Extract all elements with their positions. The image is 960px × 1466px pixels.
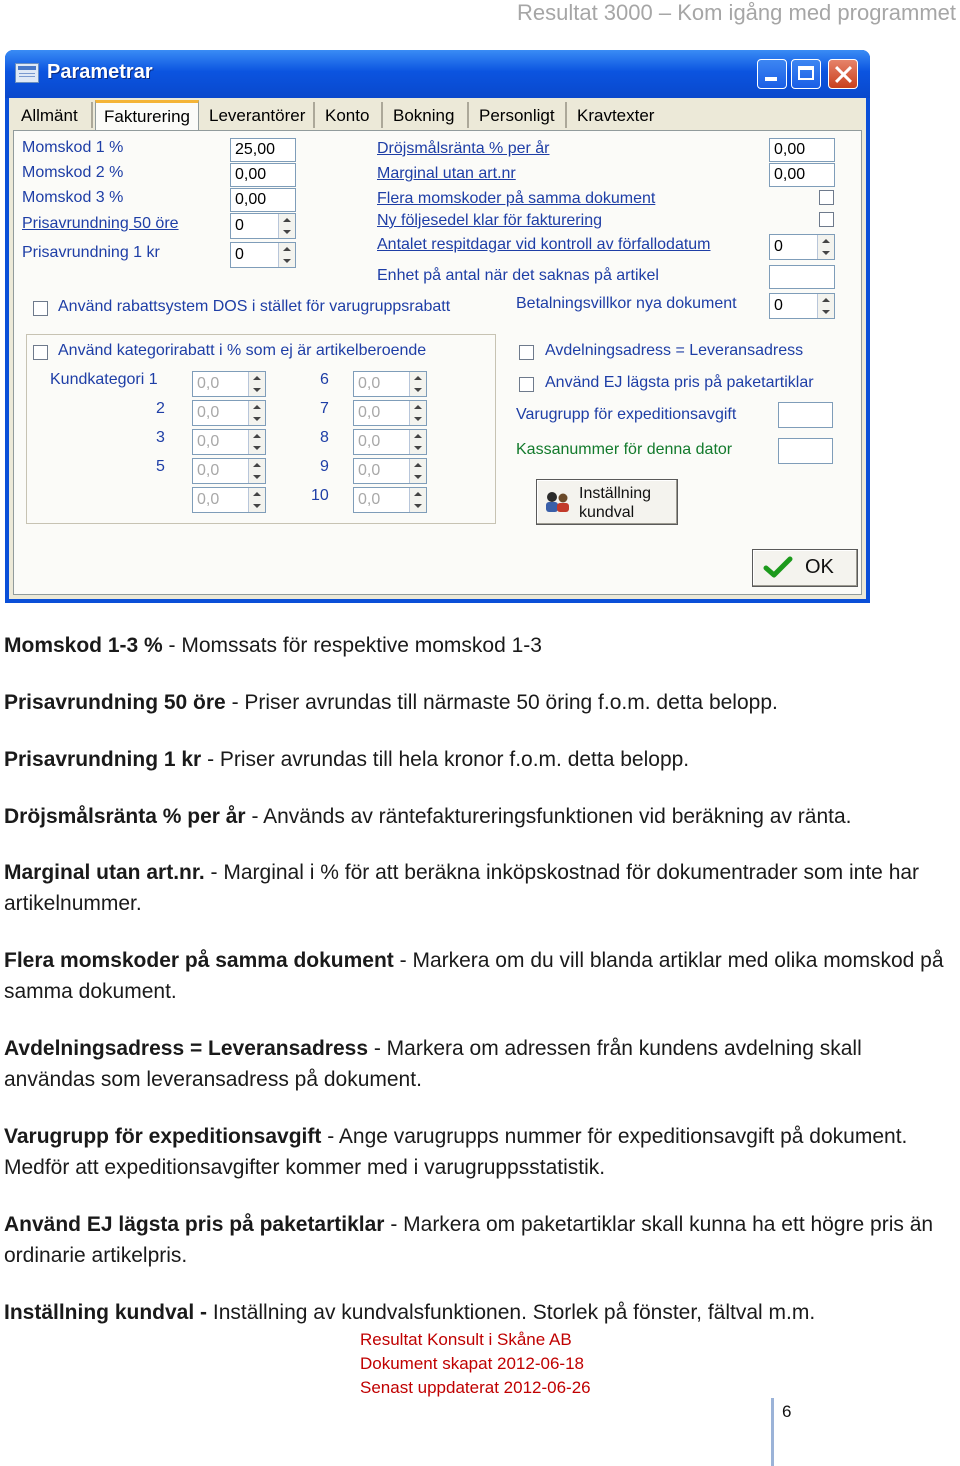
description: - Priser avrundas till hela kronor f.o.m. detta belopp. (201, 748, 690, 771)
footer-created: Dokument skapat 2012-06-18 (360, 1354, 584, 1373)
marginal-label: Marginal utan art.nr (377, 165, 516, 182)
kategori-number: 5 (156, 458, 165, 475)
kategori-number: 9 (320, 458, 329, 475)
lagsta-pris-checkbox[interactable] (519, 377, 534, 392)
respitdagar-value: 0 (774, 238, 783, 255)
description: - Momssats för respektive momskod 1-3 (162, 634, 542, 657)
tab-leverantorer[interactable]: Leverantörer (201, 102, 315, 128)
term: Inställning kundval - (4, 1301, 208, 1324)
momskod2-label: Momskod 2 % (22, 164, 124, 181)
rabatt-dos-label: Använd rabattsystem DOS i stället för varugruppsrabatt (58, 298, 451, 315)
kategori-1-spinner[interactable] (192, 371, 266, 397)
kategori-value: 0,0 (197, 404, 220, 421)
prisavrundning1-label: Prisavrundning 1 kr (22, 244, 160, 261)
kategori-value: 0,0 (358, 491, 381, 508)
kategori-number: 8 (320, 429, 329, 446)
spin-arrows-icon[interactable] (248, 488, 265, 512)
spin-arrows-icon[interactable] (409, 401, 426, 425)
momskod2-field[interactable]: 0,00 (230, 163, 296, 187)
kategori-value: 0,0 (197, 375, 220, 392)
term: Varugrupp för expeditionsavgift (4, 1125, 322, 1148)
marginal-field[interactable]: 0,00 (769, 163, 835, 187)
avdelningsadress-label: Avdelningsadress = Leveransadress (545, 342, 804, 359)
tab-fakturering[interactable]: Fakturering (95, 100, 199, 130)
description: - Markera om adressen från kundens avdelning skall användas som leveransadress på dokument. (4, 1037, 862, 1091)
term: Avdelningsadress = Leveransadress (4, 1037, 368, 1060)
lagsta-pris-label: Använd EJ lägsta pris på paketartiklar (545, 374, 814, 391)
flera-momskoder-label: Flera momskoder på samma dokument (377, 190, 656, 207)
kategori-value: 0,0 (197, 433, 220, 450)
description: Inställning av kundvalsfunktionen. Storlek på fönster, fältval m.m. (207, 1301, 816, 1324)
prisavrundning1-spinner[interactable] (230, 242, 296, 268)
description: - Markera om du vill blanda artiklar med olika momskod på samma dokument. (4, 949, 944, 1003)
betalningsvillkor-spinner[interactable] (769, 293, 835, 319)
enhet-label: Enhet på antal när det saknas på artikel (377, 267, 659, 284)
drojsmalsranta-label: Dröjsmålsränta % per år (377, 140, 550, 157)
paragraph-flera-momskoder (4, 945, 954, 1007)
installning-kundval-label: Inställning kundval (579, 485, 652, 521)
enhet-field[interactable] (769, 265, 835, 289)
paragraph-avdelningsadress (4, 1033, 954, 1095)
term: Marginal utan art.nr. (4, 861, 205, 884)
kassanummer-label: Kassanummer för denna dator (516, 441, 733, 458)
page-number-rule (771, 1398, 774, 1466)
fakturering-panel (13, 130, 862, 595)
prisavrundning50-spinner[interactable] (230, 213, 296, 239)
dialog-client (9, 98, 866, 599)
spin-arrows-icon[interactable] (248, 459, 265, 483)
spin-arrows-icon[interactable] (409, 372, 426, 396)
kategori-value: 0,0 (358, 433, 381, 450)
checkmark-icon (763, 556, 793, 578)
foljesedel-label: Ny följesedel klar för fakturering (377, 212, 602, 229)
term: Dröjsmålsränta % per år (4, 805, 246, 828)
paragraph-marginal (4, 857, 954, 919)
footer-updated: Senast uppdaterat 2012-06-26 (360, 1378, 591, 1397)
kategori-value: 0,0 (197, 491, 220, 508)
avdelningsadress-checkbox[interactable] (519, 345, 534, 360)
betalningsvillkor-value: 0 (774, 297, 783, 314)
term: Prisavrundning 1 kr (4, 748, 202, 771)
prisavrundning50-value: 0 (235, 217, 244, 234)
kategori-number: 3 (156, 429, 165, 446)
spin-arrows-icon[interactable] (409, 488, 426, 512)
momskod1-label: Momskod 1 % (22, 139, 124, 156)
kategorirabatt-label: Använd kategorirabatt i % som ej är artikelberoende (58, 342, 427, 359)
kategori-value: 0,0 (197, 462, 220, 479)
spin-arrows-icon[interactable] (409, 459, 426, 483)
kategori-number: 6 (320, 371, 329, 388)
paragraph-prisavrundning1 (4, 744, 954, 775)
betalningsvillkor-label: Betalningsvillkor nya dokument (516, 295, 737, 312)
kategori-value: 0,0 (358, 462, 381, 479)
footer-company: Resultat Konsult i Skåne AB (360, 1330, 572, 1349)
tab-personligt[interactable]: Personligt (471, 102, 567, 128)
kategori-value: 0,0 (358, 375, 381, 392)
tab-bokning[interactable]: Bokning (385, 102, 469, 128)
description: - Används av räntefaktureringsfunktionen vid beräkning av ränta. (245, 805, 852, 828)
term: Momskod 1-3 % (4, 634, 163, 657)
maximize-button[interactable] (791, 59, 821, 89)
description: - Ange varugrupps nummer för expeditionsavgift på dokument. Medför att expeditionsavgifter kommer med i varugruppsstatistik. (4, 1125, 908, 1179)
momskod1-field[interactable]: 25,00 (230, 138, 296, 162)
tab-kravtexter[interactable]: Kravtexter (577, 106, 655, 125)
foljesedel-checkbox[interactable] (819, 212, 834, 227)
respitdagar-spinner[interactable] (769, 234, 835, 260)
kategori-5-spinner[interactable] (192, 458, 266, 484)
term: Använd EJ lägsta pris på paketartiklar (4, 1213, 385, 1236)
window-title: Parametrar (47, 61, 153, 83)
description: - Priser avrundas till närmaste 50 öring f.o.m. detta belopp. (225, 691, 778, 714)
paragraph-kundval (4, 1297, 954, 1328)
kategori-value: 0,0 (358, 404, 381, 421)
prisavrundning50-label: Prisavrundning 50 öre (22, 215, 179, 232)
people-icon (543, 490, 571, 514)
drojsmalsranta-field[interactable]: 0,00 (769, 138, 835, 162)
momskod3-label: Momskod 3 % (22, 189, 124, 206)
term: Prisavrundning 50 öre (4, 691, 226, 714)
term: Flera momskoder på samma dokument (4, 949, 394, 972)
kategori-6-spinner[interactable] (353, 371, 427, 397)
ok-label: OK (805, 556, 834, 578)
kategori-8-spinner[interactable] (353, 429, 427, 455)
kategori-10-spinner[interactable] (353, 487, 427, 513)
tab-konto[interactable]: Konto (317, 102, 383, 128)
varugrupp-label: Varugrupp för expeditionsavgift (516, 406, 737, 423)
spin-arrows-icon[interactable] (817, 294, 834, 318)
spin-arrows-icon[interactable] (248, 430, 265, 454)
kategori-number: 2 (156, 400, 165, 417)
respitdagar-label: Antalet respitdagar vid kontroll av förfallodatum (377, 236, 711, 253)
title-bar[interactable] (5, 50, 870, 98)
rabatt-dos-checkbox[interactable] (33, 301, 48, 316)
kategori-2-spinner[interactable] (192, 400, 266, 426)
spin-arrows-icon[interactable] (817, 235, 834, 259)
installning-kundval-button[interactable] (536, 479, 678, 525)
description: - Marginal i % för att beräkna inköpskostnad för dokumentrader som inte har artikelnummer. (4, 861, 920, 915)
kassanummer-field[interactable] (778, 438, 833, 464)
kategori-extra-spinner[interactable] (192, 487, 266, 513)
kategori-number: 7 (320, 400, 329, 417)
ok-button[interactable] (752, 549, 858, 587)
close-button[interactable] (828, 59, 858, 89)
tab-allmant[interactable]: Allmänt (13, 102, 93, 128)
spin-arrows-icon[interactable] (248, 401, 265, 425)
paragraph-momskod (4, 630, 954, 661)
page-header: Resultat 3000 – Kom igång med programmet (516, 0, 956, 25)
paragraph-varugrupp (4, 1121, 954, 1183)
kategorirabatt-checkbox[interactable] (33, 345, 48, 360)
kategori-9-spinner[interactable] (353, 458, 427, 484)
spin-arrows-icon[interactable] (278, 214, 295, 238)
kategori-7-spinner[interactable] (353, 400, 427, 426)
kategori-3-spinner[interactable] (192, 429, 266, 455)
flera-momskoder-checkbox[interactable] (819, 190, 834, 205)
momskod3-field[interactable]: 0,00 (230, 188, 296, 212)
description: - Markera om paketartiklar skall kunna ha ett högre pris än ordinarie artikelpris. (4, 1213, 934, 1267)
paragraph-lagsta-pris (4, 1209, 954, 1271)
parametrar-dialog (5, 50, 870, 603)
spin-arrows-icon[interactable] (248, 372, 265, 396)
paragraph-drojsmalsranta (4, 801, 954, 832)
page-number: 6 (782, 1402, 792, 1421)
prisavrundning1-value: 0 (235, 246, 244, 263)
kundkategori-label: Kundkategori 1 (50, 371, 158, 388)
app-icon (15, 63, 39, 83)
spin-arrows-icon[interactable] (278, 243, 295, 267)
varugrupp-field[interactable] (778, 402, 833, 428)
minimize-button[interactable] (757, 59, 787, 89)
paragraph-prisavrundning50 (4, 687, 954, 718)
kategori-number: 10 (311, 487, 329, 504)
spin-arrows-icon[interactable] (409, 430, 426, 454)
